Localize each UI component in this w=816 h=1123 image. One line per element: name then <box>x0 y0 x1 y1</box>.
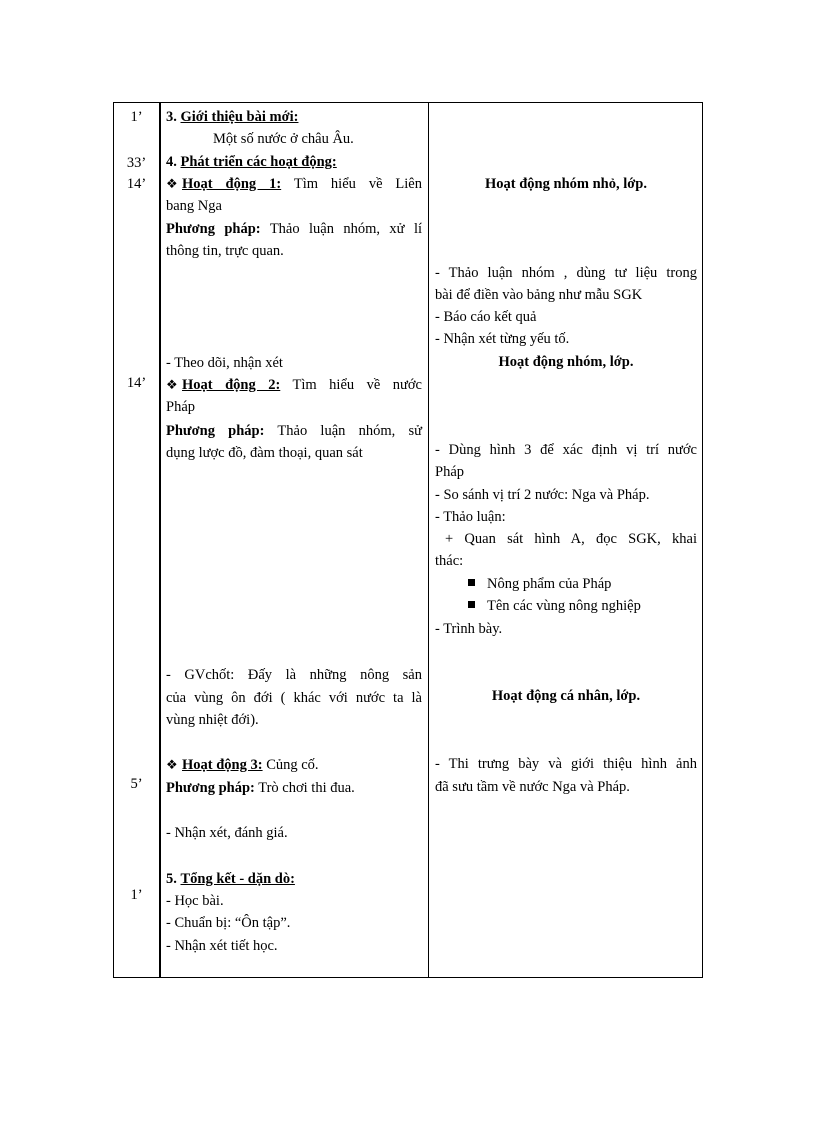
section-3-subtitle: Một số nước ở châu Âu. <box>213 131 354 147</box>
time-cell: 5’ <box>130 776 143 792</box>
activity-1-method-cont: thông tin, trực quan. <box>166 243 284 259</box>
student-line: - Nhận xét từng yếu tố. <box>435 331 570 347</box>
time-cell: 1’ <box>130 887 143 903</box>
activity-3-evaluation: - Nhận xét, đánh giá. <box>166 825 288 841</box>
list-item: Tên các vùng nông nghiệp <box>468 595 641 617</box>
student-line: - So sánh vị trí 2 nước: Nga và Pháp. <box>435 487 650 503</box>
student-line: Pháp <box>435 464 464 480</box>
time-cell: 14’ <box>126 375 147 391</box>
section-4-heading: 4. Phát triển các hoạt động: <box>166 154 337 170</box>
activity-1-title-cont: bang Nga <box>166 198 222 214</box>
activity-2-title-cont: Pháp <box>166 399 195 415</box>
time-cell: 33’ <box>126 155 147 171</box>
student-heading-2: Hoạt động nhóm, lớp. <box>498 354 634 370</box>
student-line: - Dùng hình 3 để xác định vị trí nước <box>435 442 697 458</box>
activity-2-method: Phương pháp: Thảo luận nhóm, sử <box>166 423 422 439</box>
column-divider-time <box>159 103 161 977</box>
list-item: - Nhận xét tiết học. <box>166 938 278 954</box>
square-bullet-icon <box>468 601 475 608</box>
list-item: - Học bài. <box>166 893 224 909</box>
diamond-bullet-icon: ❖ <box>166 176 178 191</box>
student-heading-3: Hoạt động cá nhân, lớp. <box>491 688 641 704</box>
section-5-heading: 5. Tổng kết - dặn dò: <box>166 871 295 887</box>
activity-1-method: Phương pháp: Thảo luận nhóm, xử lí <box>166 221 423 237</box>
time-cell: 1’ <box>130 109 143 125</box>
time-cell: 14’ <box>126 176 147 192</box>
student-line: bài để điền vào bảng như mẫu SGK <box>435 287 643 303</box>
activity-2-method-cont: dụng lược đồ, đàm thoại, quan sát <box>166 445 363 461</box>
activity-3-title: ❖ Hoạt động 3: Củng cố. <box>166 754 422 776</box>
activity-1-title: ❖ Hoạt động 1: Tìm hiểu về Liên <box>166 173 422 195</box>
student-line: - Trình bày. <box>435 621 503 637</box>
student-line: - Báo cáo kết quả <box>435 309 537 325</box>
teacher-conclusion: - GVchốt: Đấy là những nông sản <box>166 667 422 683</box>
activity-3-method: Phương pháp: Trò chơi thi đua. <box>166 780 355 796</box>
list-item: Nông phẩm của Pháp <box>468 573 611 595</box>
student-line: - Thảo luận: <box>435 509 506 525</box>
lesson-table <box>113 102 703 978</box>
student-line: thác: <box>435 553 464 569</box>
list-item: - Chuẩn bị: “Ôn tập”. <box>166 915 291 931</box>
followup-note: - Theo dõi, nhận xét <box>166 355 283 371</box>
square-bullet-icon <box>468 579 475 586</box>
teacher-conclusion-end: vùng nhiệt đới). <box>166 712 259 728</box>
diamond-bullet-icon: ❖ <box>166 377 178 392</box>
diamond-bullet-icon: ❖ <box>166 757 178 772</box>
student-line: - Thảo luận nhóm , dùng tư liệu trong <box>435 265 697 281</box>
column-divider-student <box>428 103 429 977</box>
section-3-heading: 3. Giới thiệu bài mới: <box>166 109 299 125</box>
teacher-conclusion-cont: của vùng ôn đới ( khác với nước ta là <box>166 690 422 706</box>
student-line: đã sưu tầm về nước Nga và Pháp. <box>435 779 630 795</box>
activity-2-title: ❖ Hoạt động 2: Tìm hiểu về nước <box>166 374 422 396</box>
student-line: - Thi trưng bày và giới thiệu hình ảnh <box>435 756 697 772</box>
student-heading-1: Hoạt động nhóm nhỏ, lớp. <box>485 176 647 192</box>
student-line: + Quan sát hình A, đọc SGK, khai <box>445 531 697 547</box>
